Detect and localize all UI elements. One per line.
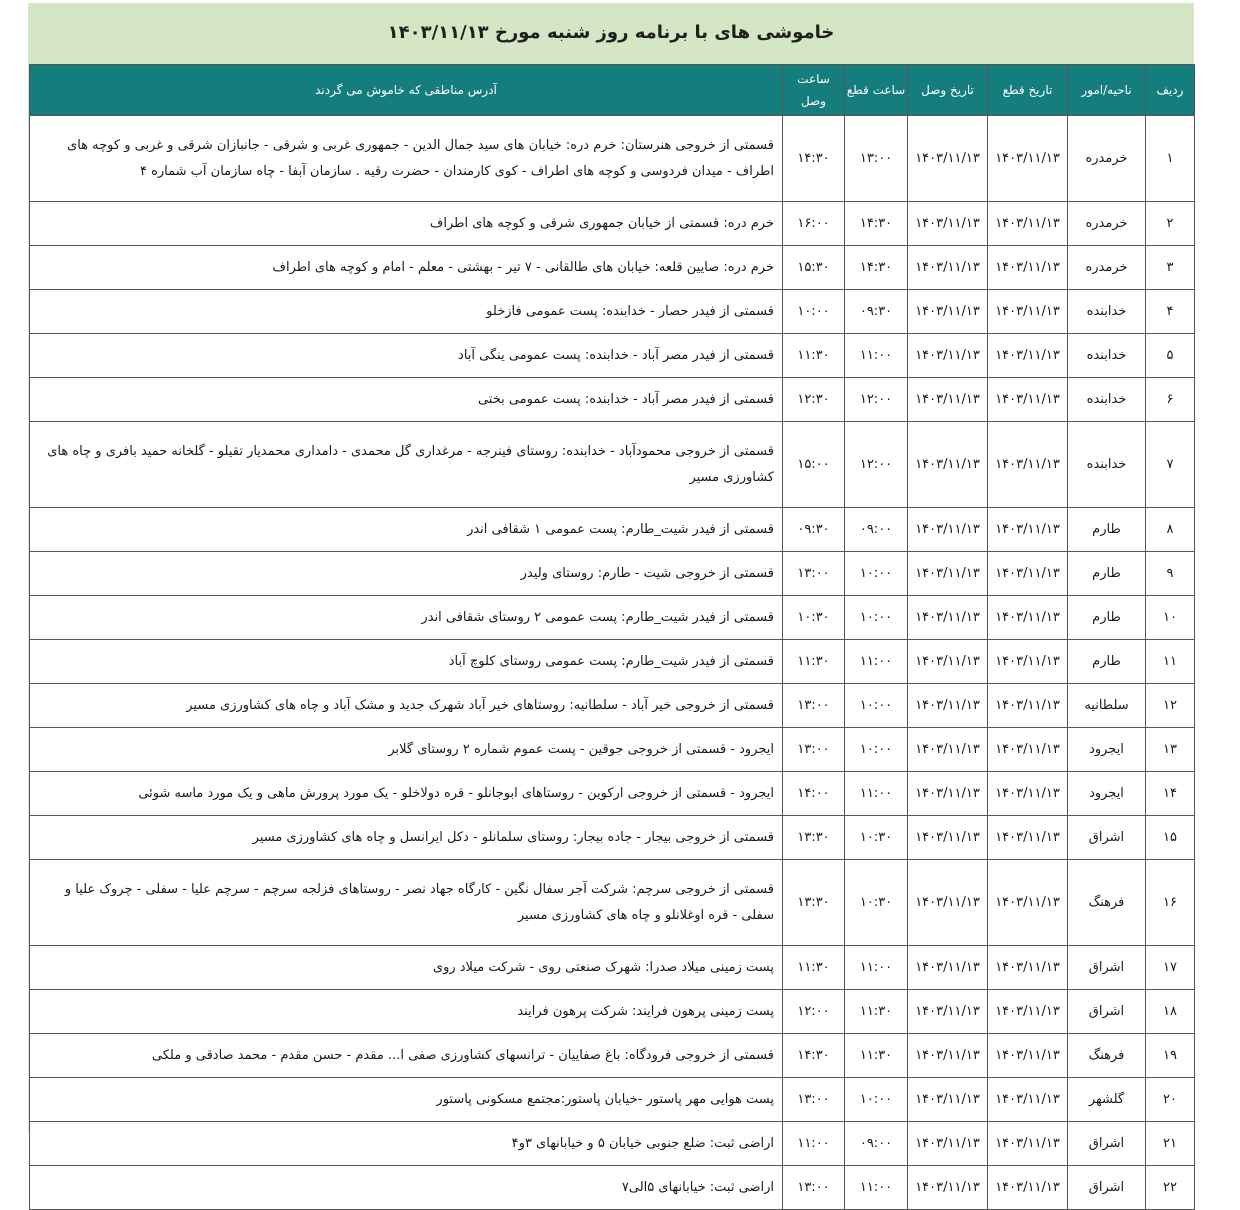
- row-connect-time: ۱۳:۰۰: [783, 552, 845, 596]
- row-cut-time: ۰۹:۰۰: [845, 1122, 908, 1166]
- table-row: [30, 334, 1195, 378]
- table-row: [30, 860, 1195, 946]
- row-cut-time: ۱۳:۰۰: [845, 116, 908, 202]
- page-title: خاموشی های با برنامه روز شنبه مورخ ۱۴۰۳/۱۱/۱۳: [387, 22, 835, 43]
- row-connect-date: ۱۴۰۳/۱۱/۱۳: [908, 772, 988, 816]
- row-connect-date: ۱۴۰۳/۱۱/۱۳: [908, 1034, 988, 1078]
- row-connect-time: ۱۱:۰۰: [783, 1122, 845, 1166]
- row-area: خرمدره: [1068, 116, 1146, 202]
- row-address: قسمتی از فیدر شیت_طارم: پست عمومی ۱ شقافی اندر: [30, 508, 783, 552]
- row-address: پست زمینی میلاد صدرا: شهرک صنعتی روی - شرکت میلاد روی: [30, 946, 783, 990]
- row-cut-date: ۱۴۰۳/۱۱/۱۳: [988, 422, 1068, 508]
- row-area: اشراق: [1068, 946, 1146, 990]
- row-address: قسمتی از خروجی شیت - طارم: روستای ولیدر: [30, 552, 783, 596]
- row-cut-date: ۱۴۰۳/۱۱/۱۳: [988, 640, 1068, 684]
- row-cut-date: ۱۴۰۳/۱۱/۱۳: [988, 946, 1068, 990]
- row-cut-time: ۱۰:۳۰: [845, 816, 908, 860]
- row-cut-time: ۱۲:۰۰: [845, 378, 908, 422]
- row-area: خدابنده: [1068, 422, 1146, 508]
- table-row: [30, 990, 1195, 1034]
- table-row: [30, 246, 1195, 290]
- row-cut-time: ۰۹:۰۰: [845, 508, 908, 552]
- row-connect-date: ۱۴۰۳/۱۱/۱۳: [908, 246, 988, 290]
- row-connect-date: ۱۴۰۳/۱۱/۱۳: [908, 552, 988, 596]
- row-cut-date: ۱۴۰۳/۱۱/۱۳: [988, 202, 1068, 246]
- row-connect-date: ۱۴۰۳/۱۱/۱۳: [908, 596, 988, 640]
- row-address: قسمتی از خروجی محمودآباد - خدابنده: روستای فینرجه - مرغداری گل محمدی - دامداری محمدیار تقیلو - گلخانه حمید بافری و چاه های کشاورزی مسیر: [30, 422, 783, 508]
- table-row: [30, 596, 1195, 640]
- row-area: فرهنگ: [1068, 860, 1146, 946]
- row-cut-date: ۱۴۰۳/۱۱/۱۳: [988, 728, 1068, 772]
- row-area: طارم: [1068, 596, 1146, 640]
- outage-table: [29, 64, 1195, 1210]
- row-cut-date: ۱۴۰۳/۱۱/۱۳: [988, 116, 1068, 202]
- row-address: خرم دره: قسمتی از خیابان جمهوری شرقی و کوچه های اطراف: [30, 202, 783, 246]
- row-cut-time: ۱۱:۰۰: [845, 334, 908, 378]
- row-number: ۷: [1146, 422, 1195, 508]
- row-connect-time: ۱۵:۳۰: [783, 246, 845, 290]
- row-cut-date: ۱۴۰۳/۱۱/۱۳: [988, 1166, 1068, 1210]
- row-number: ۱۲: [1146, 684, 1195, 728]
- row-number: ۲۲: [1146, 1166, 1195, 1210]
- row-cut-date: ۱۴۰۳/۱۱/۱۳: [988, 990, 1068, 1034]
- row-address: قسمتی از خروجی بیجار - جاده بیجار: روستای سلمانلو - دکل ایرانسل و چاه های کشاورزی مسیر: [30, 816, 783, 860]
- row-connect-time: ۱۳:۳۰: [783, 860, 845, 946]
- header-connect-time: ساعت وصل: [783, 65, 845, 116]
- row-connect-date: ۱۴۰۳/۱۱/۱۳: [908, 422, 988, 508]
- row-address: قسمتی از فیدر مصر آباد - خدابنده: پست عمومی بختی: [30, 378, 783, 422]
- row-connect-time: ۱۳:۰۰: [783, 728, 845, 772]
- table-row: [30, 772, 1195, 816]
- row-number: ۱۵: [1146, 816, 1195, 860]
- row-number: ۱۶: [1146, 860, 1195, 946]
- row-connect-time: ۱۴:۳۰: [783, 116, 845, 202]
- row-area: گلشهر: [1068, 1078, 1146, 1122]
- row-connect-date: ۱۴۰۳/۱۱/۱۳: [908, 728, 988, 772]
- row-cut-date: ۱۴۰۳/۱۱/۱۳: [988, 772, 1068, 816]
- row-cut-date: ۱۴۰۳/۱۱/۱۳: [988, 860, 1068, 946]
- row-connect-date: ۱۴۰۳/۱۱/۱۳: [908, 816, 988, 860]
- row-connect-date: ۱۴۰۳/۱۱/۱۳: [908, 946, 988, 990]
- row-area: ایجرود: [1068, 728, 1146, 772]
- header-connect-date: تاریخ وصل: [908, 65, 988, 116]
- row-connect-time: ۱۴:۳۰: [783, 1034, 845, 1078]
- row-number: ۱۱: [1146, 640, 1195, 684]
- row-number: ۱۸: [1146, 990, 1195, 1034]
- row-address: ایجرود - قسمتی از خروجی ارکوین - روستاهای ابوجانلو - قره دولاخلو - یک مورد پرورش ماهی و یک مورد ماسه شوئی: [30, 772, 783, 816]
- row-address: پست زمینی پرهون فرایند: شرکت پرهون فرایند: [30, 990, 783, 1034]
- row-connect-date: ۱۴۰۳/۱۱/۱۳: [908, 1122, 988, 1166]
- row-address: قسمتی از خروجی هنرستان: خرم دره: خیابان های سید جمال الدین - جمهوری غربی و شرقی - جانبازان شرقی و غربی و کوچه های اطراف - میدان فردوسی و کوچه های اطراف - کوی کارمندان - حضرت رقیه . سازمان آبفا - چاه سازمان آب شماره ۴: [30, 116, 783, 202]
- row-connect-date: ۱۴۰۳/۱۱/۱۳: [908, 860, 988, 946]
- row-number: ۶: [1146, 378, 1195, 422]
- row-cut-date: ۱۴۰۳/۱۱/۱۳: [988, 508, 1068, 552]
- table-row: [30, 1122, 1195, 1166]
- row-cut-time: ۱۰:۳۰: [845, 860, 908, 946]
- header-row-number: ردیف: [1146, 65, 1195, 116]
- row-connect-date: ۱۴۰۳/۱۱/۱۳: [908, 378, 988, 422]
- table-row: [30, 1078, 1195, 1122]
- row-number: ۳: [1146, 246, 1195, 290]
- table-row: [30, 290, 1195, 334]
- row-connect-time: ۰۹:۳۰: [783, 508, 845, 552]
- row-cut-date: ۱۴۰۳/۱۱/۱۳: [988, 684, 1068, 728]
- row-cut-time: ۱۰:۰۰: [845, 684, 908, 728]
- row-number: ۲۱: [1146, 1122, 1195, 1166]
- row-cut-time: ۱۰:۰۰: [845, 1078, 908, 1122]
- row-area: اشراق: [1068, 1166, 1146, 1210]
- row-address: خرم دره: صایین قلعه: خیابان های طالقانی - ۷ تیر - بهشتی - معلم - امام و کوچه های اطراف: [30, 246, 783, 290]
- row-connect-time: ۱۱:۳۰: [783, 334, 845, 378]
- row-connect-time: ۱۰:۰۰: [783, 290, 845, 334]
- row-area: ایجرود: [1068, 772, 1146, 816]
- row-number: ۴: [1146, 290, 1195, 334]
- table-row: [30, 816, 1195, 860]
- row-cut-time: ۱۱:۰۰: [845, 946, 908, 990]
- row-number: ۸: [1146, 508, 1195, 552]
- row-area: فرهنگ: [1068, 1034, 1146, 1078]
- table-row: [30, 422, 1195, 508]
- row-address: قسمتی از فیدر شیت_طارم: پست عمومی روستای کلوچ آباد: [30, 640, 783, 684]
- table-row: [30, 684, 1195, 728]
- row-cut-date: ۱۴۰۳/۱۱/۱۳: [988, 378, 1068, 422]
- row-cut-date: ۱۴۰۳/۱۱/۱۳: [988, 1078, 1068, 1122]
- row-address: قسمتی از خروجی خیر آباد - سلطانیه: روستاهای خیر آباد شهرک جدید و مشک آباد و چاه های کشاورزی مسیر: [30, 684, 783, 728]
- row-number: ۲: [1146, 202, 1195, 246]
- row-area: اشراق: [1068, 990, 1146, 1034]
- header-area: ناحیه/امور: [1068, 65, 1146, 116]
- row-address: اراضی ثبت: ضلع جنوبی خیابان ۵ و خیابانهای ۳و۴: [30, 1122, 783, 1166]
- outage-sheet: [28, 3, 1194, 1195]
- table-row: [30, 728, 1195, 772]
- row-number: ۱۰: [1146, 596, 1195, 640]
- row-area: طارم: [1068, 640, 1146, 684]
- row-number: ۲۰: [1146, 1078, 1195, 1122]
- table-row: [30, 202, 1195, 246]
- row-area: خدابنده: [1068, 378, 1146, 422]
- row-cut-date: ۱۴۰۳/۱۱/۱۳: [988, 290, 1068, 334]
- table-row: [30, 640, 1195, 684]
- header-cut-time: ساعت قطع: [845, 65, 908, 116]
- row-cut-date: ۱۴۰۳/۱۱/۱۳: [988, 334, 1068, 378]
- table-row: [30, 378, 1195, 422]
- table-row: [30, 946, 1195, 990]
- row-area: طارم: [1068, 552, 1146, 596]
- row-connect-time: ۱۳:۰۰: [783, 1166, 845, 1210]
- row-number: ۱۴: [1146, 772, 1195, 816]
- header-cut-date: تاریخ قطع: [988, 65, 1068, 116]
- row-address: قسمتی از فیدر شیت_طارم: پست عمومی ۲ روستای شقافی اندر: [30, 596, 783, 640]
- row-cut-time: ۱۱:۳۰: [845, 1034, 908, 1078]
- row-cut-date: ۱۴۰۳/۱۱/۱۳: [988, 1034, 1068, 1078]
- row-connect-date: ۱۴۰۳/۱۱/۱۳: [908, 990, 988, 1034]
- row-area: خرمدره: [1068, 246, 1146, 290]
- row-cut-time: ۱۴:۳۰: [845, 202, 908, 246]
- row-cut-time: ۱۱:۰۰: [845, 1166, 908, 1210]
- table-row: [30, 508, 1195, 552]
- row-address: اراضی ثبت: خیابانهای ۵الی۷: [30, 1166, 783, 1210]
- table-header-row: [30, 65, 1195, 116]
- row-cut-date: ۱۴۰۳/۱۱/۱۳: [988, 596, 1068, 640]
- row-connect-date: ۱۴۰۳/۱۱/۱۳: [908, 508, 988, 552]
- row-connect-time: ۱۳:۳۰: [783, 816, 845, 860]
- row-connect-date: ۱۴۰۳/۱۱/۱۳: [908, 202, 988, 246]
- row-cut-time: ۱۰:۰۰: [845, 728, 908, 772]
- row-cut-time: ۰۹:۳۰: [845, 290, 908, 334]
- row-connect-time: ۱۳:۰۰: [783, 684, 845, 728]
- row-number: ۱۷: [1146, 946, 1195, 990]
- row-number: ۱۹: [1146, 1034, 1195, 1078]
- row-cut-time: ۱۱:۰۰: [845, 772, 908, 816]
- row-connect-time: ۱۰:۳۰: [783, 596, 845, 640]
- row-area: خدابنده: [1068, 334, 1146, 378]
- row-area: اشراق: [1068, 1122, 1146, 1166]
- row-address: پست هوایی مهر پاستور -خیابان پاستور:مجتمع مسکونی پاستور: [30, 1078, 783, 1122]
- row-number: ۱: [1146, 116, 1195, 202]
- row-cut-date: ۱۴۰۳/۱۱/۱۳: [988, 816, 1068, 860]
- row-connect-time: ۱۱:۳۰: [783, 946, 845, 990]
- row-connect-date: ۱۴۰۳/۱۱/۱۳: [908, 640, 988, 684]
- row-connect-date: ۱۴۰۳/۱۱/۱۳: [908, 1078, 988, 1122]
- row-number: ۹: [1146, 552, 1195, 596]
- table-row: [30, 1166, 1195, 1210]
- row-connect-time: ۱۶:۰۰: [783, 202, 845, 246]
- row-address: قسمتی از خروجی فرودگاه: باغ صفاییان - ترانسهای کشاورزی صفی ا... مقدم - حسن مقدم - محمد صادقی و ملکی: [30, 1034, 783, 1078]
- row-area: خدابنده: [1068, 290, 1146, 334]
- row-cut-time: ۱۱:۳۰: [845, 990, 908, 1034]
- row-number: ۱۳: [1146, 728, 1195, 772]
- row-connect-time: ۱۲:۳۰: [783, 378, 845, 422]
- row-cut-date: ۱۴۰۳/۱۱/۱۳: [988, 246, 1068, 290]
- row-connect-time: ۱۳:۰۰: [783, 1078, 845, 1122]
- row-connect-date: ۱۴۰۳/۱۱/۱۳: [908, 684, 988, 728]
- row-address: قسمتی از فیدر حصار - خدابنده: پست عمومی فازخلو: [30, 290, 783, 334]
- row-cut-time: ۱۰:۰۰: [845, 596, 908, 640]
- row-address: ایجرود - قسمتی از خروجی جوقین - پست عموم شماره ۲ روستای گلابر: [30, 728, 783, 772]
- row-connect-date: ۱۴۰۳/۱۱/۱۳: [908, 1166, 988, 1210]
- row-number: ۵: [1146, 334, 1195, 378]
- row-connect-time: ۱۴:۰۰: [783, 772, 845, 816]
- row-cut-time: ۱۲:۰۰: [845, 422, 908, 508]
- row-connect-date: ۱۴۰۳/۱۱/۱۳: [908, 334, 988, 378]
- table-row: [30, 116, 1195, 202]
- row-area: اشراق: [1068, 816, 1146, 860]
- row-area: طارم: [1068, 508, 1146, 552]
- row-connect-date: ۱۴۰۳/۱۱/۱۳: [908, 116, 988, 202]
- row-cut-date: ۱۴۰۳/۱۱/۱۳: [988, 1122, 1068, 1166]
- row-area: سلطانیه: [1068, 684, 1146, 728]
- row-connect-time: ۱۱:۳۰: [783, 640, 845, 684]
- row-area: خرمدره: [1068, 202, 1146, 246]
- row-connect-time: ۱۲:۰۰: [783, 990, 845, 1034]
- header-address: آدرس مناطقی که خاموش می گردند: [30, 65, 783, 116]
- row-address: قسمتی از خروجی سرچم: شرکت آجر سفال نگین - کارگاه جهاد نصر - روستاهای فزلجه سرچم - سرچم علیا - سفلی - چروک علیا و سفلی - قره اوغلانلو و چاه های کشاورزی مسیر: [30, 860, 783, 946]
- row-cut-time: ۱۱:۰۰: [845, 640, 908, 684]
- row-connect-date: ۱۴۰۳/۱۱/۱۳: [908, 290, 988, 334]
- row-connect-time: ۱۵:۰۰: [783, 422, 845, 508]
- row-cut-date: ۱۴۰۳/۱۱/۱۳: [988, 552, 1068, 596]
- table-row: [30, 1034, 1195, 1078]
- row-cut-time: ۱۰:۰۰: [845, 552, 908, 596]
- table-row: [30, 552, 1195, 596]
- row-address: قسمتی از فیدر مصر آباد - خدابنده: پست عمومی ینگی آباد: [30, 334, 783, 378]
- row-cut-time: ۱۴:۳۰: [845, 246, 908, 290]
